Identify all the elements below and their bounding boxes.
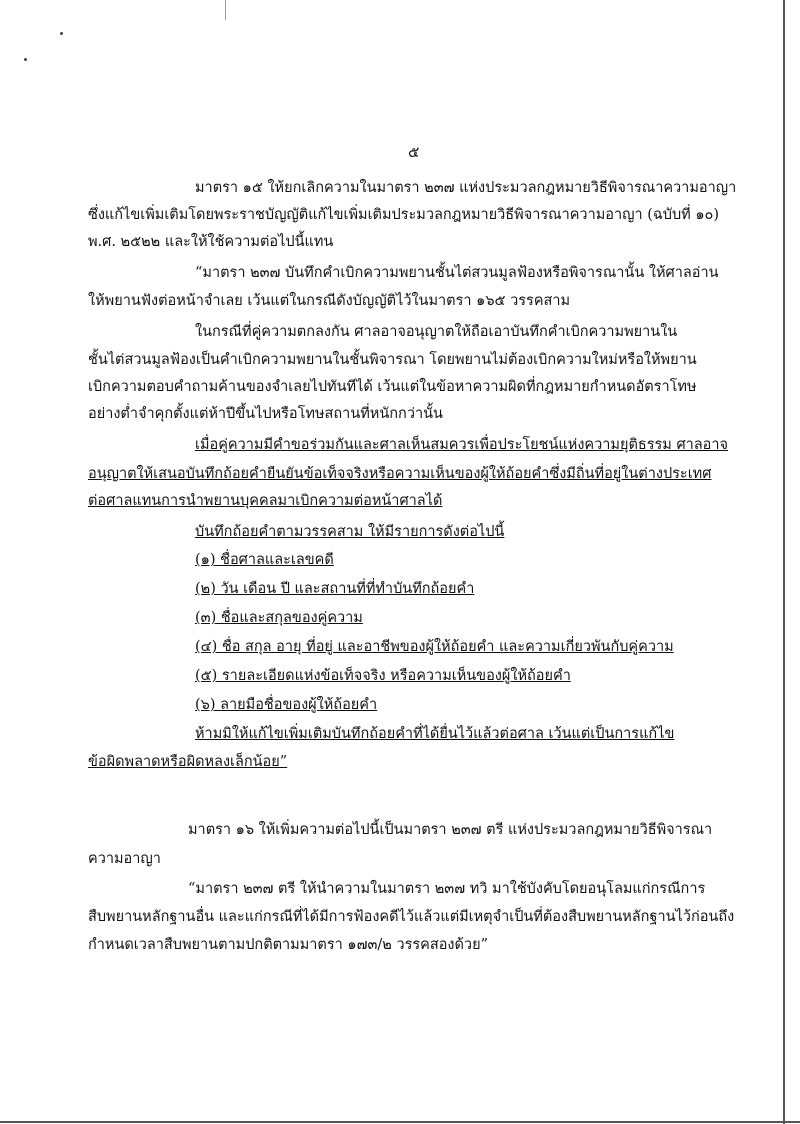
amendment-line: ห้ามมิให้แก้ไขเพิ่มเติมบันทึกถ้อยคำที่ได้ยื่นไว้แล้วต่อศาล เว้นแต่เป็นการแก้ไข [195, 726, 675, 742]
list-item: (๕) รายละเอียดแห่งข้อเท็จจริง หรือความเห็นของผู้ให้ถ้อยคำ [195, 668, 571, 684]
amendment-line: ข้อผิดพลาดหรือผิดหลงเล็กน้อย” [88, 754, 288, 770]
text-line: สืบพยานหลักฐานอื่น และแก่กรณีที่ได้มีการฟ้องคดีไว้แล้วแต่มีเหตุจำเป็นที่ต้องสืบพยานหลักฐานไว้ก่อนถึง [88, 909, 735, 925]
text-line: มาตรา ๑๕ ให้ยกเลิกความในมาตรา ๒๓๗ แห่งประมวลกฎหมายวิธีพิจารณาความอาญา [195, 180, 737, 196]
text-line: มาตรา ๑๖ ให้เพิ่มความต่อไปนี้เป็นมาตรา ๒๓๗ ตรี แห่งประมวลกฎหมายวิธีพิจารณา [188, 822, 713, 838]
text-line: ให้พยานฟังต่อหน้าจำเลย เว้นแต่ในกรณีดังบัญญัติไว้ในมาตรา ๑๖๕ วรรคสาม [88, 293, 571, 309]
scan-speck [60, 32, 63, 35]
text-line: “มาตรา ๒๓๗ บันทึกคำเบิกความพยานชั้นไต่สวนมูลฟ้องหรือพิจารณานั้น ให้ศาลอ่าน [195, 265, 719, 281]
text-line: พ.ศ. ๒๕๒๒ และให้ใช้ความต่อไปนี้แทน [88, 234, 334, 250]
text-line: อย่างต่ำจำคุกตั้งแต่ห้าปีขึ้นไปหรือโทษสถานที่หนักกว่านั้น [88, 406, 443, 422]
amendment-line: เมื่อคู่ความมีคำขอร่วมกันและศาลเห็นสมควรเพื่อประโยชน์แห่งความยุติธรรม ศาลอาจ [195, 437, 729, 453]
text-line: ความอาญา [88, 851, 161, 867]
list-item: (๓) ชื่อและสกุลของคู่ความ [195, 610, 363, 626]
amendment-line: ต่อศาลแทนการนำพยานบุคคลมาเบิกความต่อหน้าศาลได้ [88, 493, 443, 509]
text-line: ในกรณีที่คู่ความตกลงกัน ศาลอาจอนุญาตให้ถือเอาบันทึกคำเบิกความพยานใน [195, 324, 678, 340]
list-item: (๒) วัน เดือน ปี และสถานที่ที่ทำบันทึกถ้อยคำ [195, 581, 475, 597]
text-line: เบิกความตอบคำถามค้านของจำเลยไปทันทีได้ เว้นแต่ในข้อหาความผิดที่กฎหมายกำหนดอัตราโทษ [88, 379, 697, 395]
page-number: ๕ [408, 143, 420, 161]
text-line: ซึ่งแก้ไขเพิ่มเติมโดยพระราชบัญญัติแก้ไขเพิ่มเติมประมวลกฎหมายวิธีพิจารณาความอาญา (ฉบับที่ ๑๐) [88, 207, 720, 223]
text-line: กำหนดเวลาสืบพยานตามปกติตามมาตรา ๑๗๓/๒ วรรคสองด้วย” [88, 937, 488, 953]
amendment-line: บันทึกถ้อยคำตามวรรคสาม ให้มีรายการดังต่อไปนี้ [195, 524, 505, 540]
text-line: ชั้นไต่สวนมูลฟ้องเป็นคำเบิกความพยานในชั้นพิจารณา โดยพยานไม่ต้องเบิกความใหม่หรือให้พยาน [88, 352, 697, 368]
text-line: “มาตรา ๒๓๗ ตรี ให้นำความในมาตรา ๒๓๗ ทวิ มาใช้บังคับโดยอนุโลมแก่กรณีการ [188, 881, 706, 897]
list-item: (๑) ชื่อศาลและเลขคดี [195, 552, 334, 568]
scan-border-bottom [0, 1121, 800, 1123]
scan-speck [24, 58, 27, 61]
amendment-line: อนุญาตให้เสนอบันทึกถ้อยคำยืนยันข้อเท็จจริงหรือความเห็นของผู้ให้ถ้อยคำซึ่งมีถิ่นที่อยู่ในต่างประเทศ [88, 466, 712, 482]
list-item: (๖) ลายมือชื่อของผู้ให้ถ้อยคำ [195, 697, 378, 713]
scan-mark [225, 0, 226, 20]
list-item: (๔) ชื่อ สกุล อายุ ที่อยู่ และอาชีพของผู้ให้ถ้อยคำ และความเกี่ยวพันกับคู่ความ [195, 639, 674, 655]
scan-border-right [783, 0, 785, 1124]
